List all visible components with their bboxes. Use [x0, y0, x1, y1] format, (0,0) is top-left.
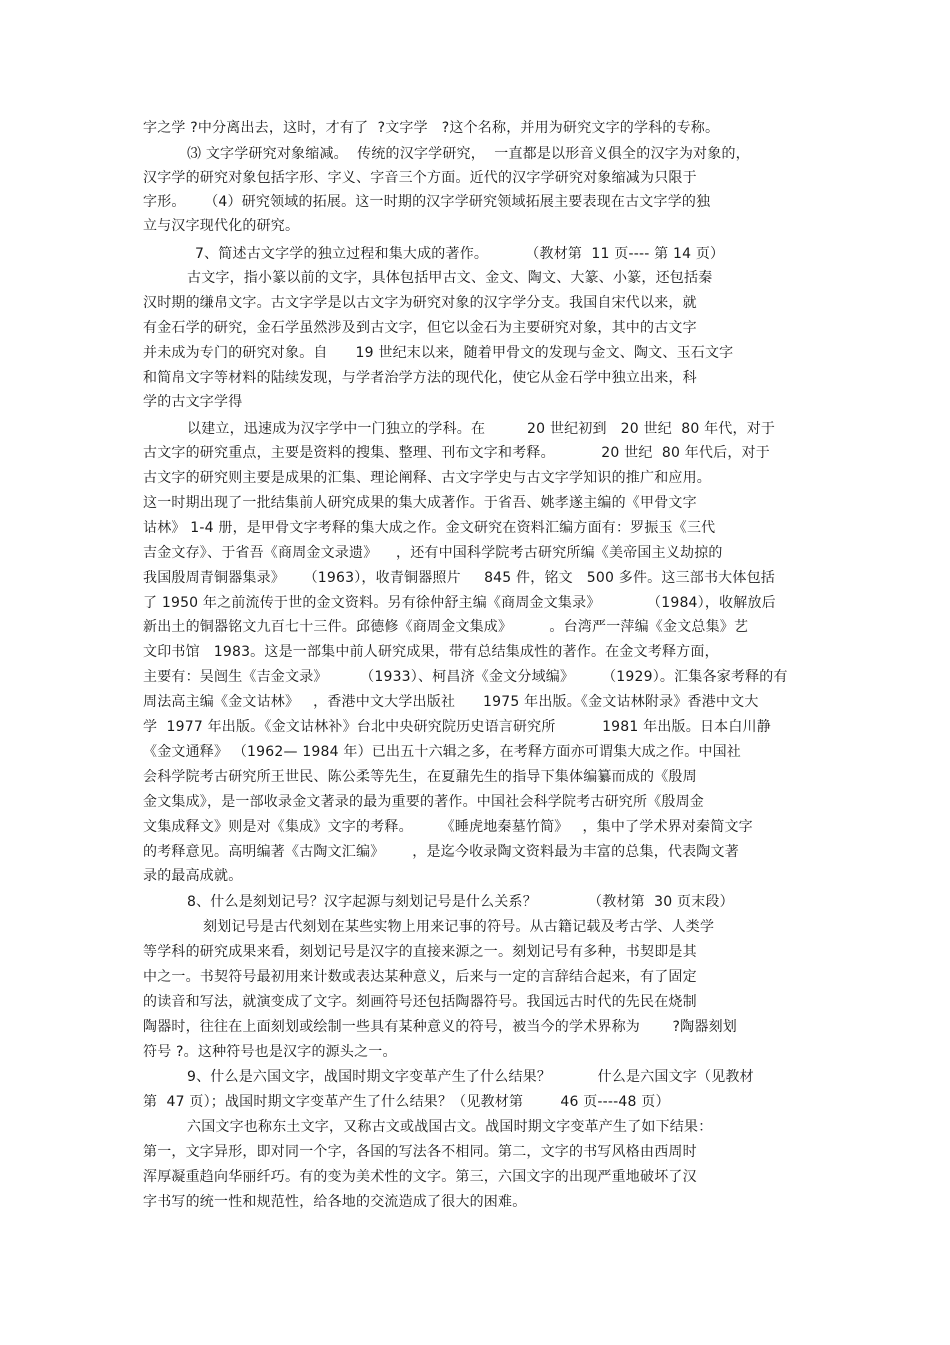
- text-line: 以建立，迅速成为汉字学中一门独立的学科。在 20 世纪初到 20 世纪 80 年代，对于: [187, 421, 776, 437]
- text-line: 录的最高成就。: [143, 868, 243, 884]
- text-line: 了 1950 年之前流传于世的金文资料。另有徐仲舒主编《商周金文集录》 （1984），收解放后: [143, 595, 776, 611]
- text-line: 六国文字也称东土文字，又称古文或战国古文。战国时期文字变革产生了如下结果：: [187, 1119, 713, 1135]
- question-heading: 8、什么是刻划记号？汉字起源与刻划记号是什么关系？ （教材第 30 页末段）: [187, 894, 734, 910]
- text-line: 汉字学的研究对象包括字形、字义、字音三个方面。近代的汉字学研究对象缩减为只限于: [143, 170, 697, 186]
- text-line: 吉金文存》、于省吾《商周金文录遗》 ，还有中国科学院考古研究所编《美帝国主义劫掠的: [143, 545, 723, 561]
- text-line: 金文集成》，是一部收录金文著录的最为重要的著作。中国社会科学院考古研究所《殷周金: [143, 794, 704, 810]
- text-line: 和简帛文字等材料的陆续发现，与学者治学方法的现代化，使它从金石学中独立出来，科: [143, 370, 697, 386]
- text-line: 《金文通释》 （1962— 1984 年）已出五十六辑之多，在考释方面亦可谓集大成之作。中国社: [143, 744, 742, 760]
- text-line: 新出土的铜器铭文九百七十三件。邱德修《商周金文集成》 。台湾严一萍编《金文总集》艺: [143, 619, 749, 635]
- text-line: 的考释意见。高明编著《古陶文汇编》 ，是迄今收录陶文资料最为丰富的总集，代表陶文著: [143, 844, 739, 860]
- text-line: 周法高主编《金文诂林》 ，香港中文大学出版社 1975 年出版。《金文诂林附录》香港中文大: [143, 694, 759, 710]
- text-line: 我国殷周青铜器集录》 （1963），收青铜器照片 845 件，铭文 500 多件。这三部书大体包括: [143, 570, 775, 586]
- text-line: 并未成为专门的研究对象。自 19 世纪末以来，随着甲骨文的发现与金文、陶文、玉石文字: [143, 345, 734, 361]
- text-line: 文集成释文》则是对《集成》文字的考释。 《睡虎地秦墓竹简》 ，集中了学术界对秦简文字: [143, 819, 753, 835]
- text-line: 字之学 ?中分离出去，这时，才有了 ?文字学 ?这个名称，并用为研究文字的学科的专称。: [143, 120, 720, 136]
- text-line: 古文字的研究则主要是成果的汇集、理论阐释、古文字学史与古文字学知识的推广和应用。: [143, 470, 711, 486]
- text-line: 这一时期出现了一批结集前人研究成果的集大成著作。于省吾、姚孝遂主编的《甲骨文字: [143, 495, 697, 511]
- text-line: 字形。 （4）研究领域的拓展。这一时期的汉字学研究领域拓展主要表现在古文字学的独: [143, 194, 711, 210]
- text-line: 等学科的研究成果来看，刻划记号是汉字的直接来源之一。刻划记号有多种，书契即是其: [143, 944, 697, 960]
- text-line: 古文字，指小篆以前的文字，具体包括甲古文、金文、陶文、大篆、小篆，还包括秦: [187, 270, 713, 286]
- text-line: 陶器时，往往在上面刻划或绘制一些具有某种意义的符号，被当今的学术界称为 ?陶器刻划: [143, 1019, 737, 1035]
- text-line: 会科学院考古研究所王世民、陈公柔等先生，在夏鼐先生的指导下集体编纂而成的《殷周: [143, 769, 697, 785]
- text-line: 的读音和写法，就演变成了文字。刻画符号还包括陶器符号。我国远古时代的先民在烧制: [143, 994, 697, 1010]
- text-line: 第一，文字异形，即对同一个字，各国的写法各不相同。第二，文字的书写风格由西周时: [143, 1144, 697, 1160]
- text-line: 诂林》 1-4 册，是甲骨文字考释的集大成之作。金文研究在资料汇编方面有：罗振玉《三代: [143, 520, 716, 536]
- text-line: 字书写的统一性和规范性，给各地的交流造成了很大的困难。: [143, 1194, 527, 1210]
- text-line: 汉时期的缣帛文字。古文字学是以古文字为研究对象的汉字学分支。我国自宋代以来，就: [143, 295, 697, 311]
- text-line: 浑厚凝重趋向华丽纤巧。有的变为美术性的文字。第三，六国文字的出现严重地破坏了汉: [143, 1169, 697, 1185]
- text-line: 文印书馆 1983。这是一部集中前人研究成果，带有总结集成性的著作。在金文考释方面，: [143, 644, 719, 660]
- text-line: 学的古文字学得: [143, 394, 243, 410]
- text-line: 有金石学的研究，金石学虽然涉及到古文字，但它以金石为主要研究对象，其中的古文字: [143, 320, 697, 336]
- text-line: 立与汉字现代化的研究。: [143, 218, 300, 234]
- text-line: 主要有：吴闿生《吉金文录》 （1933）、柯昌济《金文分域编》 （1929）。汇集各家考释的有: [143, 669, 788, 685]
- text-line: 中之一。书契符号最初用来计数或表达某种意义，后来与一定的言辞结合起来，有了固定: [143, 969, 697, 985]
- text-line: 学 1977 年出版。《金文诂林补》台北中央研究院历史语言研究所 1981 年出版。日本白川静: [143, 719, 771, 735]
- text-line: 刻划记号是古代刻划在某些实物上用来记事的符号。从古籍记载及考古学、人类学: [203, 919, 715, 935]
- question-heading: 9、什么是六国文字，战国时期文字变革产生了什么结果？ 什么是六国文字（见教材: [187, 1069, 754, 1085]
- question-heading: 7、简述古文字学的独立过程和集大成的著作。 （教材第 11 页---- 第 14 页）: [195, 246, 725, 262]
- text-line: 古文字的研究重点，主要是资料的搜集、整理、刊布文字和考释。 20 世纪 80 年代后，对于: [143, 445, 770, 461]
- text-line: 符号 ?。这种符号也是汉字的源头之一。: [143, 1044, 397, 1060]
- text-line: ⑶ 文字学研究对象缩减。 传统的汉字学研究， 一直都是以形音义俱全的汉字为对象的，: [187, 146, 750, 162]
- text-line: 第 47 页）；战国时期文字变革产生了什么结果？（见教材第 46 页----48 页）: [143, 1094, 670, 1110]
